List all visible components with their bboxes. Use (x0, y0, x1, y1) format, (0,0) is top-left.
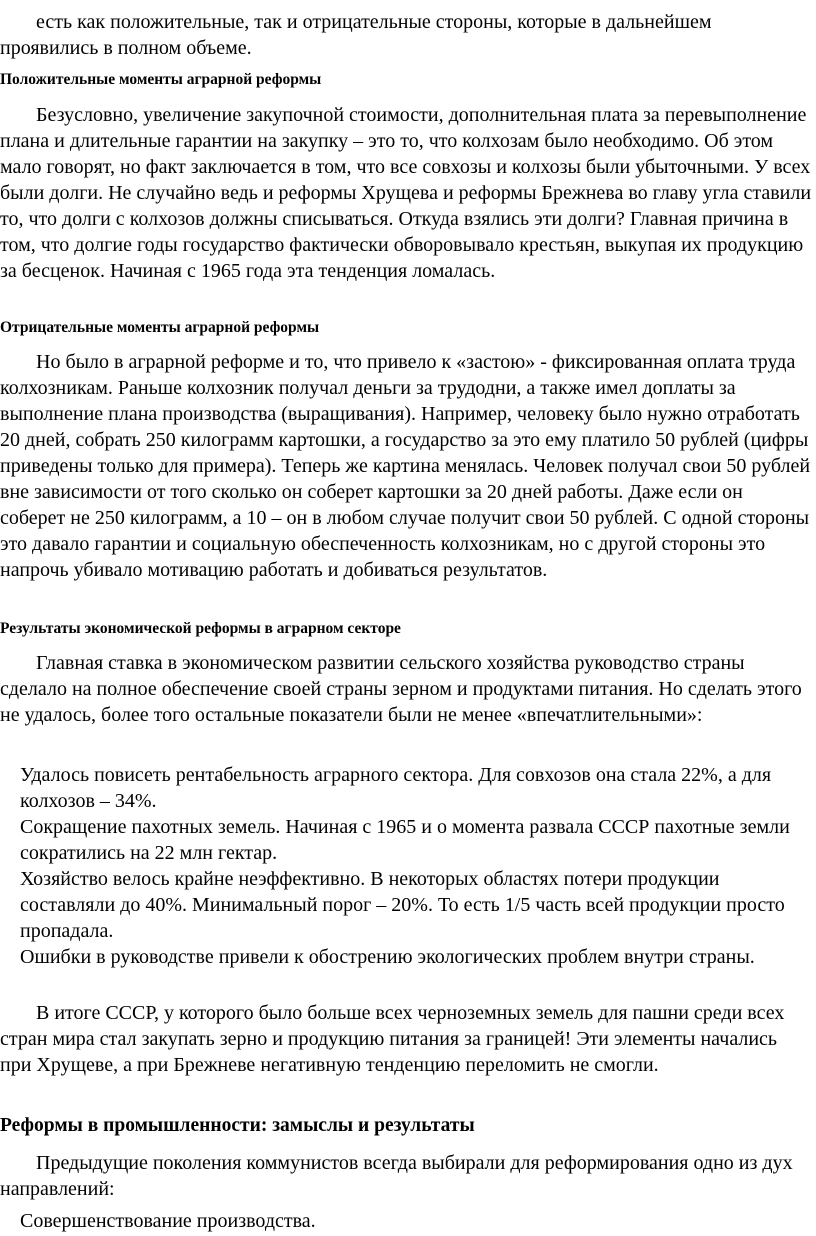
list-item: Сокращение пахотных земель. Начиная с 1965 и о момента развала СССР пахотные земли сократились на 22 млн гектар. (20, 816, 790, 864)
results-list (0, 762, 812, 970)
intro-paragraph: есть как положительные, так и отрицательные стороны, которые в дальнейшем проявились в полном объеме. (0, 11, 712, 59)
section-heading-positive: Положительные моменты аграрной реформы (0, 71, 322, 88)
section-heading-results: Результаты экономической реформы в аграрном секторе (0, 620, 401, 637)
section-conclusion-results: В итоге СССР, у которого было больше всех черноземных земель для пашни среди всех стран мира стал закупать зерно и продукцию питания за границей! Эти элементы начались при Хрущеве, а при Брежневе негативную тенденцию переломить не смогли. (0, 1002, 785, 1076)
section-text-results: Главная ставка в экономическом развитии сельского хозяйства руководство страны сделало на полное обеспечение своей страны зерном и продуктами питания. Но сделать этого не удалось, более того остальные показатели были не менее «впечатлительными»: (0, 652, 802, 726)
section-text-positive: Безусловно, увеличение закупочной стоимости, дополнительная плата за перевыполнение плана и длительные гарантии на закупку – это то, что колхозам было необходимо. Об этом мало говорят, но факт заключается в том, что все совхозы и колхозы были убыточными. У всех были долги. Не случайно ведь и реформы Хрущева и реформы Брежнева во главу угла ставили то, что долги с колхозов должны списываться. Откуда взялись эти долги? Главная причина в том, что долгие годы государство фактически обворовывало крестьян, выкупая их продукцию за бесценок. Начиная с 1965 года эта тенденция ломалась. (0, 104, 812, 282)
section-heading-industry: Реформы в промышленности: замыслы и результаты (0, 1115, 475, 1136)
list-item: Хозяйство велось крайне неэффективно. В некоторых областях потери продукции составляли до 40%. Минимальный порог – 20%. То есть 1/5 часть всей продукции просто пропадала. (20, 868, 785, 942)
list-item: Совершенствование производства. (20, 1210, 316, 1232)
section-text-industry: Предыдущие поколения коммунистов всегда выбирали для реформирования одно из дух направлений: (0, 1152, 793, 1200)
list-item: Удалось повисеть рентабельность аграрного сектора. Для совхозов она стала 22%, а для колхозов – 34%. (20, 764, 772, 812)
section-text-negative: Но было в аграрной реформе и то, что привело к «застою» - фиксированная оплата труда колхозникам. Раньше колхозник получал деньги за трудодни, а также имел доплаты за выполнение плана производства (выращивания). Например, человеку было нужно отработать 20 дней, собрать 250 килограмм картошки, а государство за это ему платило 50 рублей (цифры приведены только для примера). Теперь же картина менялась. Человек получал свои 50 рублей вне зависимости от того сколько он соберет картошки за 20 дней работы. Даже если он соберет не 250 килограмм, а 10 – он в любом случае получит свои 50 рублей. С одной стороны это давало гарантии и социальную обеспеченность колхозникам, но с другой стороны это напрочь убивало мотивацию работать и добиваться результатов. (0, 351, 811, 581)
industry-list (0, 1208, 812, 1234)
list-item: Ошибки в руководстве привели к обострению экологических проблем внутри страны. (20, 946, 755, 968)
section-heading-negative: Отрицательные моменты аграрной реформы (0, 319, 320, 336)
